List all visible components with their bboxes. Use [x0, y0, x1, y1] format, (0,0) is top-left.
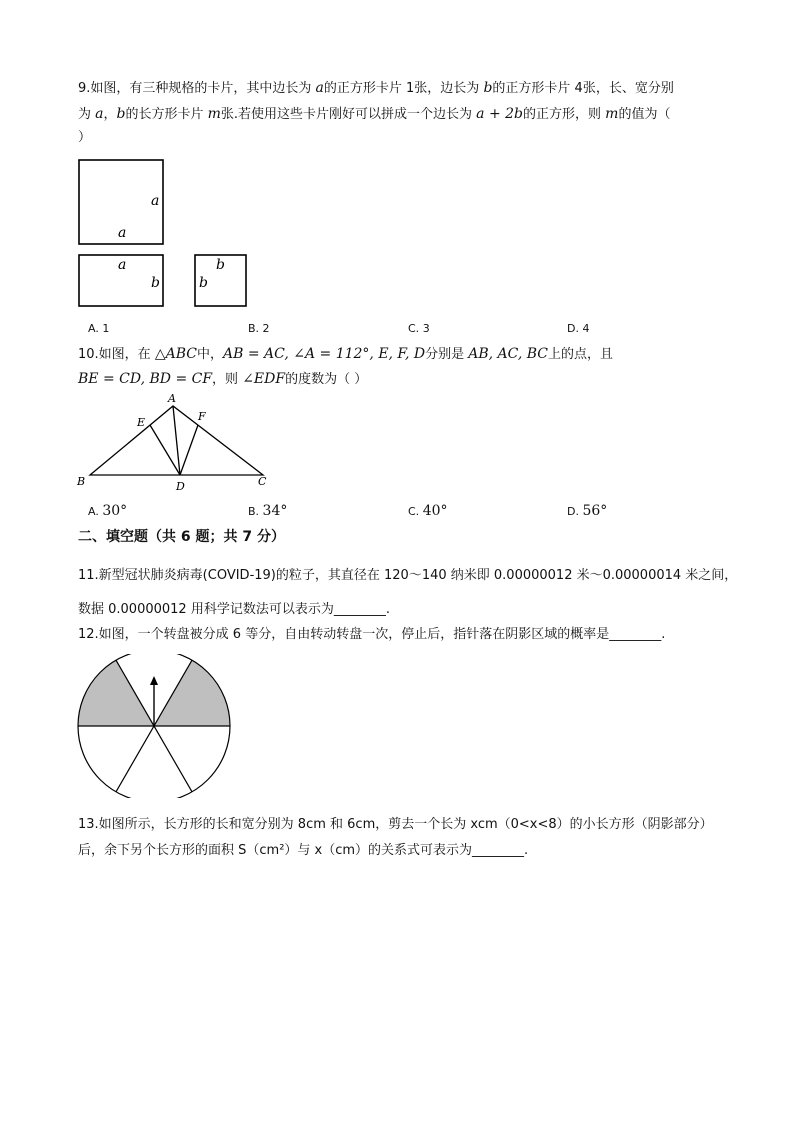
q9-line1: 9.如图，有三种规格的卡片，其中边长为 a的正方形卡片 1张，边长为 b的正方形卡片 4张，长、宽分别	[78, 80, 674, 96]
card-label-a-side: a	[151, 193, 160, 209]
section-heading-fill-blank: 二、填空题（共 6 题；共 7 分）	[78, 529, 285, 545]
label-A: A	[168, 392, 176, 405]
label-F: F	[198, 410, 206, 423]
q9-cards-figure	[74, 156, 254, 312]
q10-line2: BE = CD, BD = CF，则 ∠EDF的度数为（ ）	[78, 371, 368, 387]
card-label-a-bottom: a	[118, 225, 127, 241]
q9-option-c[interactable]: C. 3	[408, 322, 430, 335]
q13-line2: 后，余下另个长方形的面积 S（cm²）与 x（cm）的关系式可表示为________.	[78, 843, 529, 858]
q12-spinner-figure	[76, 654, 232, 798]
card-label-b-side: b	[199, 275, 208, 291]
q9-option-d[interactable]: D. 4	[567, 322, 590, 335]
q10-option-b[interactable]: B. 34°	[248, 503, 288, 519]
q9-line3: ）	[78, 130, 92, 145]
q10-triangle-figure	[74, 390, 274, 494]
q10-line1: 10.如图，在 △ABC中，AB = AC, ∠A = 112°, E, F, D分别是 AB, AC, BC上的点，且	[78, 346, 614, 362]
q13-line1: 13.如图所示，长方形的长和宽分别为 8cm 和 6cm，剪去一个长为 xcm（0<x<8）的小长方形（阴影部分）	[78, 817, 713, 832]
spinner-pointer-arrowhead	[150, 676, 158, 685]
q11-line1: 11.新型冠状肺炎病毒(COVID-19)的粒子，其直径在 120～140 纳米即 0.00000012 米～0.00000014 米之间，	[78, 568, 738, 583]
label-C: C	[258, 475, 267, 488]
q9-option-b[interactable]: B. 2	[248, 322, 270, 335]
card-label-rect-b: b	[151, 275, 160, 291]
spinner-shaded-sector-left	[78, 660, 154, 726]
q10-option-d[interactable]: D. 56°	[567, 503, 608, 519]
spinner-shaded-sector-right	[154, 660, 230, 726]
q11-line2: 数据 0.00000012 用科学记数法可以表示为________.	[78, 602, 390, 617]
q9-option-a[interactable]: A. 1	[88, 322, 110, 335]
label-E: E	[137, 416, 146, 429]
q10-option-a[interactable]: A. 30°	[88, 503, 128, 519]
segment-fd	[180, 425, 198, 475]
q10-option-c[interactable]: C. 40°	[408, 503, 448, 519]
q12-line1: 12.如图，一个转盘被分成 6 等分，自由转动转盘一次，停止后，指针落在阴影区域的概率是________.	[78, 627, 666, 642]
q9-line2: 为 a，b的长方形卡片 m张.若使用这些卡片刚好可以拼成一个边长为 a + 2b的正方形，则 m的值为（	[78, 106, 671, 122]
card-label-b-top: b	[216, 257, 225, 273]
label-D: D	[176, 480, 185, 493]
label-B: B	[77, 475, 86, 488]
card-label-rect-a: a	[118, 257, 127, 273]
